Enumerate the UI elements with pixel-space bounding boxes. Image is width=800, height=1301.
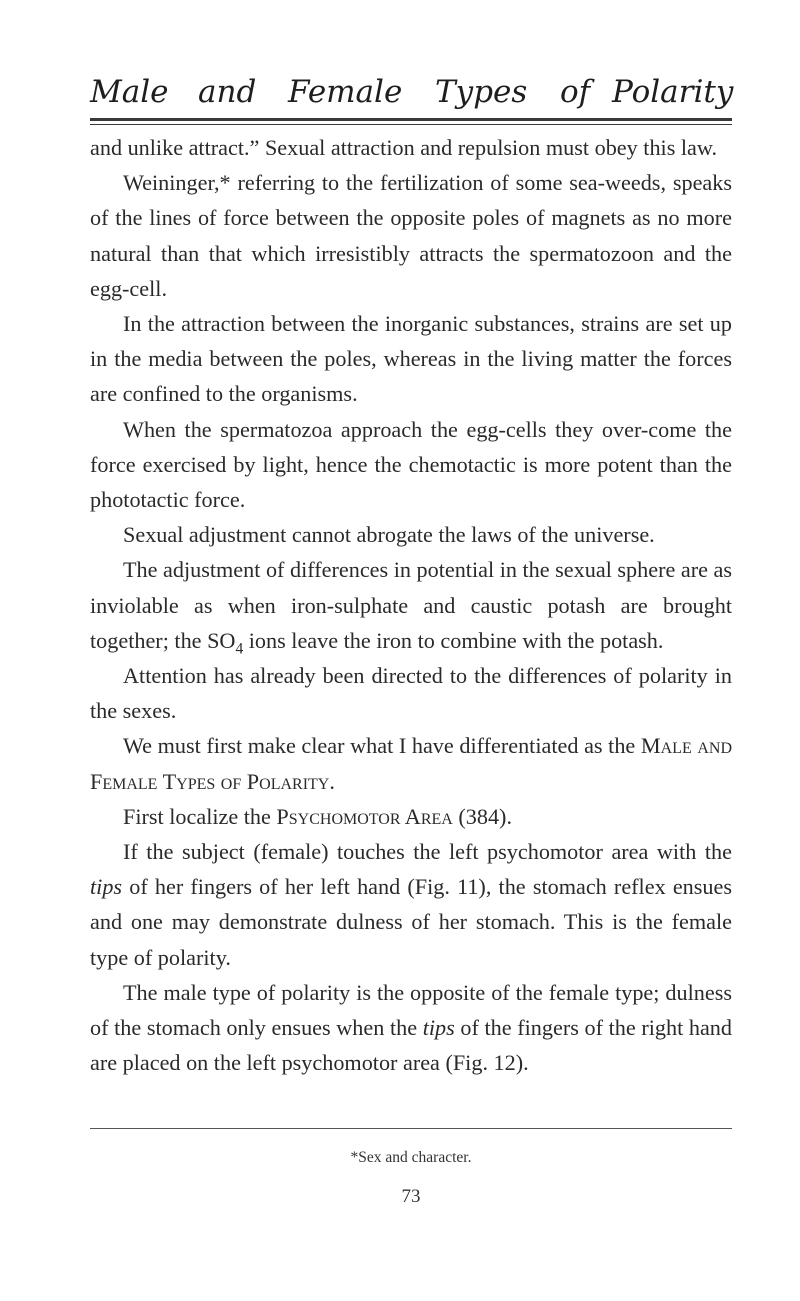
paragraph — [90, 306, 732, 412]
paragraph — [90, 552, 732, 658]
paragraph-text-run: Weininger,* referring to the fertilization of some sea-weeds, speaks of the lines of force between the opposite poles of magnets as no more natural than that which irresistibly attracts the spermatozoon and the egg-cell. — [90, 170, 732, 301]
paragraph — [90, 658, 732, 728]
paragraph-text-run: We must first make clear what I have differentiated as the — [123, 733, 641, 759]
paragraph-text-run: Male and Female Types of Polarity — [90, 733, 732, 794]
page-number: 73 — [401, 1186, 421, 1207]
running-head-word-3: Female — [288, 74, 403, 110]
paragraph-text-run: If the subject (female) touches the left psychomotor area with the — [123, 839, 732, 865]
paragraph — [90, 130, 732, 165]
paragraph-text-run: of her fingers of her left hand (Fig. 11), the stomach reflex ensues and one may demonstrate dulness of her stomach. This is the female type of polarity. — [90, 874, 732, 970]
footnote-rule — [90, 1128, 732, 1129]
running-head-word-6: Polarity — [612, 74, 734, 110]
running-head-rule-thin — [90, 124, 732, 125]
paragraph-text-run: of the fingers of the right hand are placed on the left psychomotor area (Fig. 12). — [90, 1015, 732, 1076]
paragraph-text-run: and unlike attract.” Sexual attraction and repulsion must obey this law. — [90, 135, 718, 160]
running-head — [90, 70, 740, 120]
paragraph-text-run: In the attraction between the inorganic substances, strains are set up in the media between the poles, whereas in the living matter the forces are confined to the organisms. — [90, 311, 732, 407]
paragraph — [90, 165, 732, 306]
running-head-rule-thick — [90, 118, 732, 121]
paragraph-text-run: SO — [207, 627, 236, 653]
paragraph-text-run: (384). — [452, 803, 512, 829]
running-head-word-1: Male — [90, 74, 169, 110]
paragraph — [90, 412, 732, 518]
paragraph-text-run: tips — [422, 1015, 455, 1041]
paragraph-text-run: ions leave the iron to combine with the potash. — [243, 627, 664, 653]
paragraph-text-run: First localize the — [123, 803, 277, 829]
body-text — [90, 130, 732, 1080]
running-head-word-2: and — [198, 74, 257, 110]
paragraph — [90, 728, 732, 798]
paragraph — [90, 975, 732, 1081]
paragraph-text-run: Attention has already been directed to the differences of polarity in the sexes. — [90, 663, 732, 724]
paragraph — [90, 834, 732, 975]
paragraph-text-run: tips — [90, 874, 123, 900]
running-head-word-5: of — [560, 74, 591, 110]
paragraph-text-run: Psychomotor Area — [276, 803, 453, 829]
paragraph-text-run: 4 — [235, 640, 244, 658]
paragraph-text-run: When the spermatozoa approach the egg-cells they over-come the force exercised by light, hence the chemotactic is more potent than the phototactic force. — [90, 416, 732, 513]
footnote: *Sex and character. — [350, 1149, 472, 1166]
paragraph-text-run: . — [329, 768, 335, 794]
running-head-word-4: Types — [435, 74, 528, 110]
paragraph — [90, 799, 732, 834]
paragraph-text-run: The male type of polarity is the opposite of the female type; dulness of the stomach only ensues when the — [90, 979, 732, 1041]
paragraph — [90, 517, 732, 552]
paragraph-text-run: Sexual adjustment cannot abrogate the laws of the universe. — [123, 522, 655, 548]
paragraph-text-run: The adjustment of differences in potential in the sexual sphere are as inviolable as when iron-sulphate and caustic potash are brought together; the — [90, 557, 732, 653]
